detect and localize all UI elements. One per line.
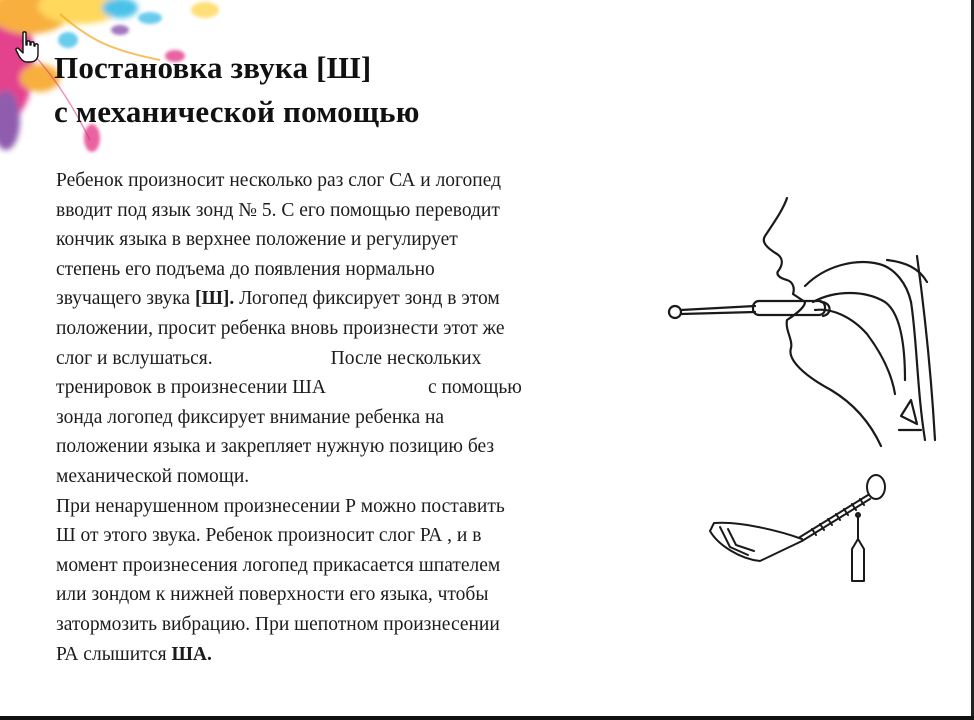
text-line: вводит под язык зонд № 5. С его помощью переводит [56,199,500,221]
title-line-1: Постановка звука [Ш] [54,50,372,85]
text-span: Логопед фиксирует зонд в этом [234,288,500,310]
text-line [56,344,646,374]
text-span: слог и вслушаться. [56,347,213,369]
text-line: или зондом к нижней поверхности его языка, чтобы [56,584,489,606]
frame-border-bottom [0,716,974,720]
text-line: механической помощи. [56,465,250,487]
text-span: звучащего звука [56,288,195,310]
text-line: затормозить вибрацию. При шепотном произнесении [56,613,500,635]
hand-pointer-icon [14,30,42,64]
text-span: тренировок в произнесении ШA [56,377,326,399]
text-line [56,284,646,314]
text-line: зонда логопед фиксирует внимание ребенка на [56,406,445,428]
text-line [56,373,646,403]
page-title [54,46,420,134]
text-line: кончик языка в верхнее положение и регулирует [56,229,458,251]
text-line: Ш от этого звука. Ребенок произносит слог РА , и в [56,525,482,547]
speech-probe-tool-illustration [700,465,900,595]
text-line: положении языка и закрепляет нужную позицию без [56,436,495,458]
text-span: РА слышится [56,643,172,665]
text-line: Ребенок произносит несколько раз слог СА и логопед [56,170,502,191]
text-bold: [Ш]. [194,288,235,310]
text-bold: ША. [171,643,212,665]
title-line-2: с механической помощью [54,94,420,129]
text-line: степень его подъема до появления нормально [56,258,435,280]
text-line: положении, просит ребенка вновь произнести этот же [56,317,505,339]
text-line [56,640,646,670]
body-text [56,166,646,669]
text-line: момент произнесения логопед прикасается шпателем [56,554,501,576]
text-span: с помощью [427,377,522,399]
probe-in-mouth-illustration [655,190,945,460]
text-line: При ненарушенном произнесении Р можно поставить [56,495,505,517]
text-span: После нескольких [330,347,482,369]
